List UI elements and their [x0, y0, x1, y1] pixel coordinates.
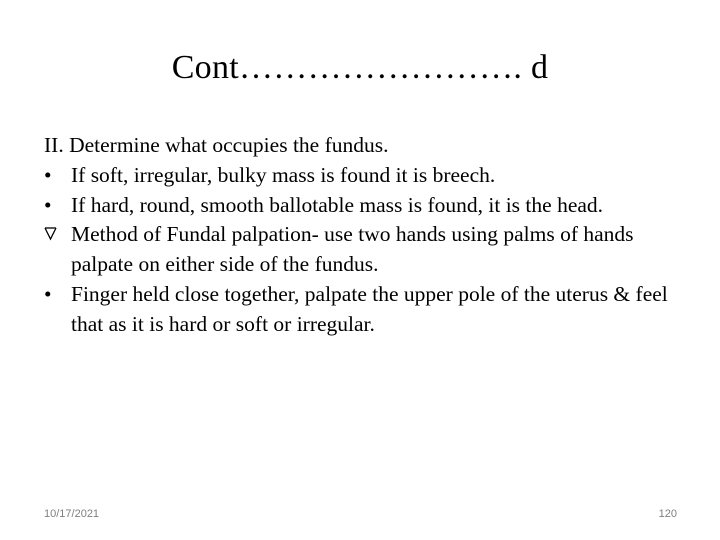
footer-date: 10/17/2021 — [44, 508, 100, 520]
list-item — [44, 220, 684, 280]
slide-body — [44, 131, 684, 340]
list-item-text: If soft, irregular, bulky mass is found it is breech. — [71, 162, 496, 187]
list-item — [44, 280, 684, 340]
list-item-text: If hard, round, smooth ballotable mass is found, it is the head. — [71, 192, 604, 217]
section-heading: II. Determine what occupies the fundus. — [44, 133, 389, 157]
footer-page-number: 120 — [658, 508, 677, 520]
bullet-icon: • — [44, 192, 52, 217]
list-item-text: Method of Fundal palpation- use two hands using palms of hands palpate on either side of the fundus. — [71, 222, 634, 277]
check-arrow-icon — [44, 222, 64, 252]
slide-title: Cont……………………. d — [171, 49, 549, 86]
bullet-icon: • — [44, 162, 52, 187]
list-item — [44, 161, 684, 191]
check-arrow-glyph — [44, 226, 57, 241]
list-item-text: Finger held close together, palpate the upper pole of the uterus & feel that as it is hard or soft or irregular. — [71, 281, 668, 336]
list-item — [44, 191, 684, 221]
bullet-icon: • — [44, 281, 52, 306]
